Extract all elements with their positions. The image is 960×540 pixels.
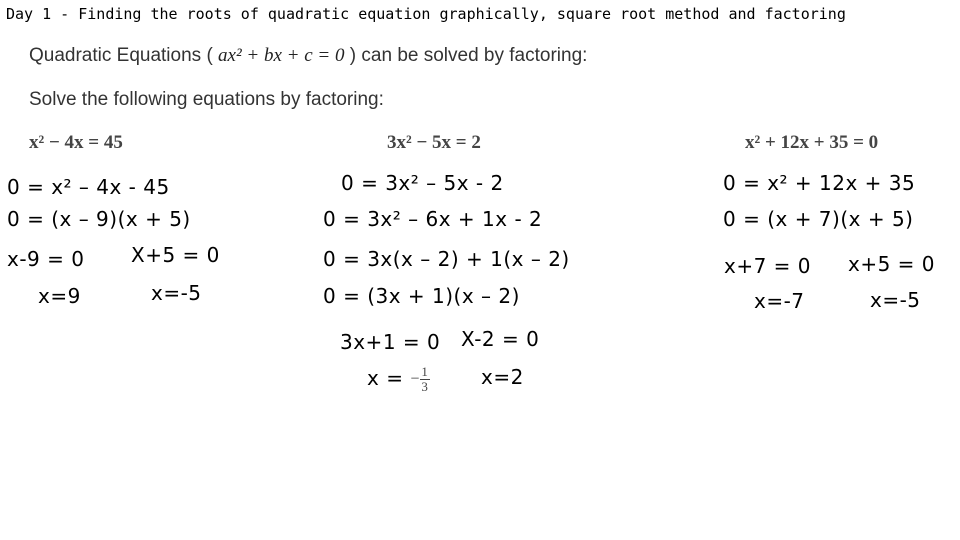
problem-1-root-1: x=9: [38, 284, 81, 308]
problem-2-factor-eq-1: 3x+1 = 0: [340, 330, 441, 354]
fraction-numerator: 1: [421, 364, 429, 379]
fraction-one-third: [420, 365, 430, 394]
problem-1-step-2: 0 = (x – 9)(x + 5): [7, 207, 191, 231]
problem-2-factor-eq-2: X-2 = 0: [461, 327, 540, 351]
root-1-prefix: x =: [367, 366, 411, 390]
problem-1-factor-eq-2: X+5 = 0: [131, 243, 220, 267]
page-title: Day 1 - Finding the roots of quadratic equation graphically, square root method and factoring: [6, 5, 846, 23]
problem-3-equation: x² + 12x + 35 = 0: [745, 132, 879, 153]
problem-2-step-2: 0 = 3x² – 6x + 1x - 2: [323, 207, 543, 231]
problem-2-step-4: 0 = (3x + 1)(x – 2): [323, 284, 520, 308]
problem-1-factor-eq-1: x-9 = 0: [7, 247, 85, 271]
problem-2-equation: 3x² − 5x = 2: [387, 132, 481, 153]
problem-2-step-1: 0 = 3x² – 5x - 2: [341, 171, 504, 195]
minus-sign: −: [410, 370, 420, 388]
intro-line-1: [29, 45, 587, 67]
problem-3-factor-eq-1: x+7 = 0: [724, 254, 812, 278]
general-form-equation: ax² + bx + c = 0: [218, 45, 345, 66]
problem-3-root-1: x=-7: [754, 289, 805, 313]
problem-3-root-2: x=-5: [870, 288, 921, 312]
intro-line-2: Solve the following equations by factoring:: [29, 89, 384, 110]
problem-3-step-1: 0 = x² + 12x + 35: [723, 171, 916, 195]
problem-1-root-2: x=-5: [151, 281, 202, 305]
problem-1-equation: x² − 4x = 45: [29, 132, 123, 153]
problem-2-step-3: 0 = 3x(x – 2) + 1(x – 2): [323, 247, 570, 271]
problem-3-factor-eq-2: x+5 = 0: [848, 252, 936, 276]
problem-2-root-1: [367, 365, 430, 394]
intro-text-a: Quadratic Equations (: [29, 45, 219, 66]
problem-3-step-2: 0 = (x + 7)(x + 5): [723, 207, 914, 231]
fraction-denominator: 3: [421, 379, 429, 394]
problem-2-root-2: x=2: [481, 365, 524, 389]
intro-text-b: ) can be solved by factoring:: [344, 45, 588, 66]
problem-1-step-1: 0 = x² – 4x - 45: [7, 175, 170, 199]
